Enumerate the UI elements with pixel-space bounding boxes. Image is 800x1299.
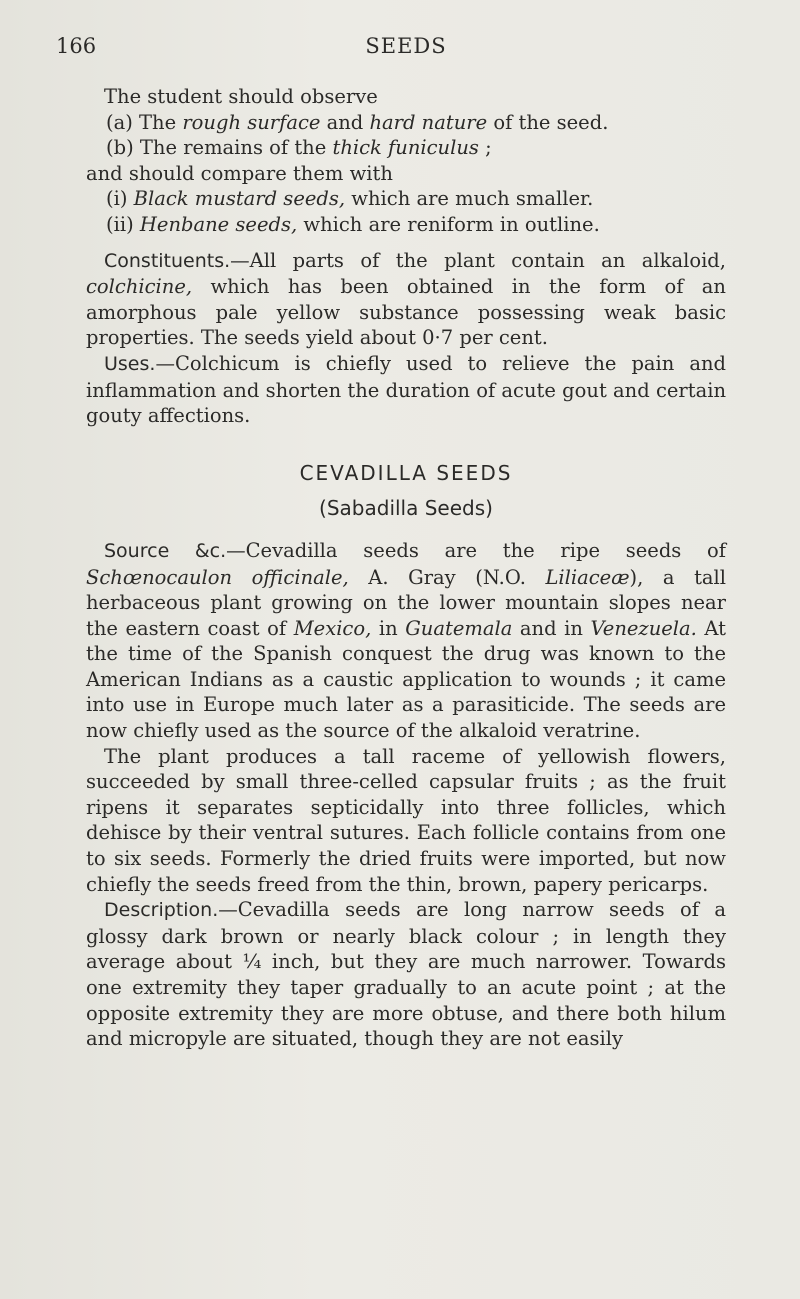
compare-item-ii: (ii) Henbane seeds, which are reniform in outline.	[106, 212, 600, 236]
compare-item-i: (i) Black mustard seeds, which are much smaller.	[106, 187, 594, 211]
section-title: CEVADILLA SEEDS	[299, 460, 513, 485]
constituents-paragraph: Constituents.—All parts of the plant contain an alkaloid, colchicine, which has been obtained in the form of an amorphous pale yellow substance possessing weak basic properties. The seeds yield about 0·7 per cent.	[86, 248, 726, 350]
plant-paragraph: The plant produces a tall raceme of yellowish flowers, succeeded by small three-celled capsular fruits ; as the fruit ripens it separates septicidally into three follicles, which dehisce by their ventral sutures. Each follicle contains from one to six seeds. Formerly the dried fruits were imported, but now chiefly the seeds freed from the thin, brown, papery pericarps.	[86, 744, 726, 896]
description-paragraph: Description.—Cevadilla seeds are long narrow seeds of a glossy dark brown or nearly black colour ; in length they average about ¼ inch, but they are much narrower. Towards one extremity they taper gradually to an acute point ; at the opposite extremity they are more obtuse, and there both hilum and micropyle are situated, though they are not easily	[86, 898, 726, 1051]
running-title: SEEDS	[365, 34, 447, 58]
intro-line: The student should observe	[104, 85, 378, 108]
observe-item-a: (a) The rough surface and hard nature of the seed.	[106, 110, 609, 134]
compare-line: and should compare them with	[86, 161, 393, 185]
description-heading: Description.	[104, 899, 219, 922]
source-heading: Source &c.	[104, 539, 227, 562]
uses-heading: Uses.	[104, 352, 156, 375]
page-body	[86, 84, 726, 1052]
uses-paragraph: Uses.—Colchicum is chiefly used to relieve the pain and inflammation and shorten the duration of acute gout and certain gouty affections.	[86, 351, 726, 428]
source-paragraph: Source &c.—Cevadilla seeds are the ripe seeds of Schœnocaulon officinale, A. Gray (N.O. Liliaceæ), a tall herbaceous plant growing on the lower mountain slopes near the eastern coast of Mexico, in Guatemala and in Venezuela. At the time of the Spanish conquest the drug was known to the American Indians as a caustic application to wounds ; it came into use in Europe much later as a parasiticide. The seeds are now chiefly used as the source of the alkaloid veratrine.	[86, 538, 727, 743]
constituents-heading: Constituents.	[104, 249, 231, 272]
page-number: 166	[56, 34, 97, 58]
observe-item-b: (b) The remains of the thick funiculus ;	[106, 136, 492, 160]
page-header	[56, 34, 756, 64]
section-subtitle: (Sabadilla Seeds)	[319, 496, 493, 521]
